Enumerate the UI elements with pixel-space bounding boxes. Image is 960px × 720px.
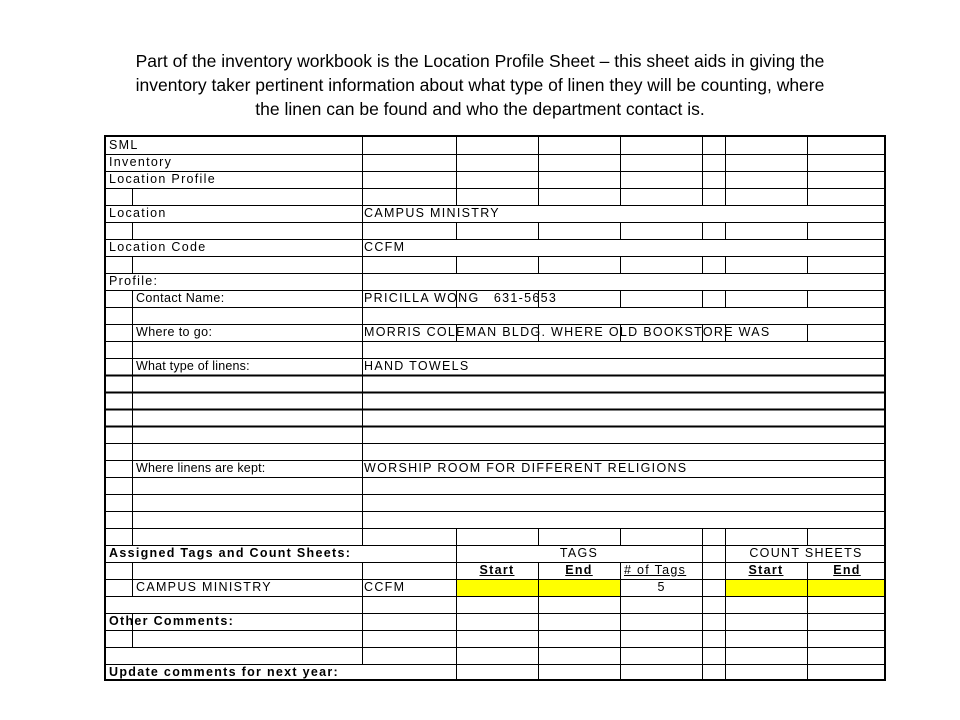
caption-line-2: inventory taker pertinent information about what type of linen they will be counting, where xyxy=(135,75,825,95)
num-tags-header: # of Tags xyxy=(624,563,687,577)
caption-line-1: Part of the inventory workbook is the Location Profile Sheet – this sheet aids in giving the xyxy=(135,51,825,71)
assigned-row-num-tags: 5 xyxy=(657,580,665,594)
linen-type-label: What type of linens: xyxy=(136,359,250,373)
assigned-row-code: CCFM xyxy=(364,580,406,594)
update-comments-label: Update comments for next year: xyxy=(109,665,340,679)
sheet-subtitle: Inventory xyxy=(109,155,173,169)
tags-end-header: End xyxy=(565,563,593,577)
other-comments-label: Other Comments: xyxy=(109,614,235,628)
location-label: Location xyxy=(109,206,167,220)
contact-value: PRICILLA WONG 631-5653 xyxy=(364,291,558,305)
linens-kept-label: Where linens are kept: xyxy=(136,461,266,475)
count-sheets-header: COUNT SHEETS xyxy=(749,546,863,560)
profile-label: Profile: xyxy=(109,274,159,288)
caption xyxy=(40,49,920,121)
where-to-go-value: MORRIS COLEMAN BLDG. WHERE OLD BOOKSTORE WAS xyxy=(364,325,771,339)
tags-header: TAGS xyxy=(559,546,599,560)
assigned-row-location: CAMPUS MINISTRY xyxy=(136,580,272,594)
location-code-value: CCFM xyxy=(364,240,406,254)
linens-kept-value: WORSHIP ROOM FOR DIFFERENT RELIGIONS xyxy=(364,461,688,475)
location-profile-sheet xyxy=(104,135,886,681)
sheet-name: Location Profile xyxy=(109,172,216,186)
count-sheets-start-header: Start xyxy=(748,563,784,577)
linen-type-value: HAND TOWELS xyxy=(364,359,470,373)
sheet-title: SML xyxy=(109,138,139,152)
assigned-tags-label: Assigned Tags and Count Sheets: xyxy=(109,546,352,560)
count-sheets-end-header: End xyxy=(833,563,861,577)
tags-start-header: Start xyxy=(479,563,515,577)
contact-label: Contact Name: xyxy=(136,291,225,305)
location-code-label: Location Code xyxy=(109,240,207,254)
caption-line-3: the linen can be found and who the department contact is. xyxy=(255,99,705,119)
where-to-go-label: Where to go: xyxy=(136,325,213,339)
location-value: CAMPUS MINISTRY xyxy=(364,206,500,220)
